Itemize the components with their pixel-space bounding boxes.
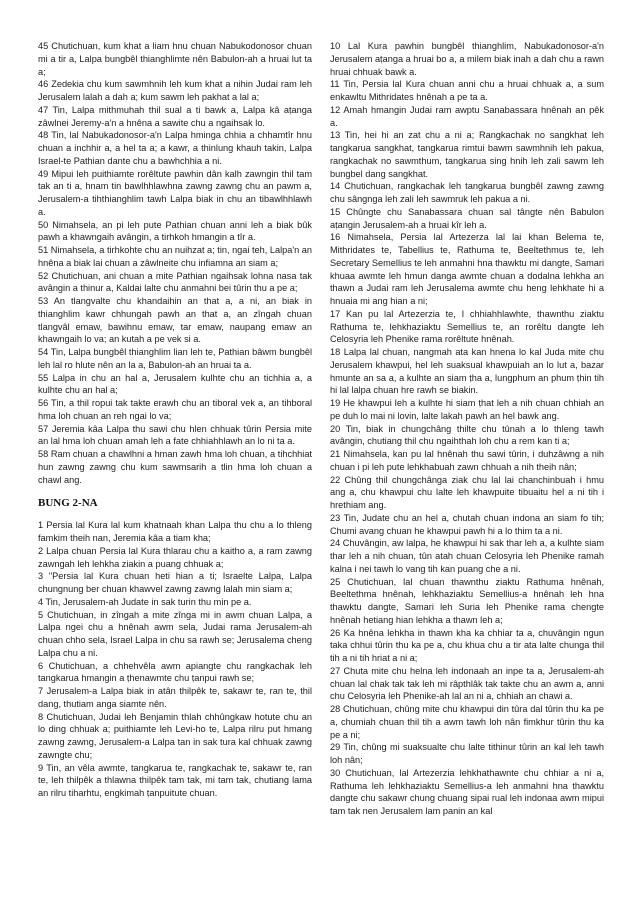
verse-paragraph: 10 Lal Kura pawhin bungbêl thianghlim, Nabukadonosor-a'n Jerusalem aṭanga a hruai bo a, a milem biak inah a dah chu a rawn hruai chhuak bawk a.: [330, 41, 604, 77]
verse-paragraph: 54 Tin, Lalpa bungbêl thianghlim lian leh te, Pathian bâwm bungbêl leh lal ro hlute nên an la a, Babulon-ah an hruai ta a.: [38, 347, 312, 370]
verse-list-top: [38, 40, 312, 486]
verse-paragraph: 48 Tin, lal Nabukadonosor-a'n Lalpa hminga chhia a chhamtîr hnu chuan a inchhir a, a hel ta a; a kawr, a thinlung khauh takin, Lalpa Israel-te Pathian dante chu a bawhchhia a ni.: [38, 130, 312, 166]
verse-paragraph: 50 Nimahsela, an pi leh pute Pathian chuan anni leh a biak bûk pawh a khawngaih avângin, a tirhkoh hmangin a tîr a.: [38, 219, 312, 243]
verse-paragraph: 16 Nimahsela, Persia lal Artezerza lal lai khan Belema te, Mithridates te, Tabellius te, Rathuma te, Beeltethmus te, leh Secretary Semellius te leh anmahni hna thawktu mi dangte, Samari khuaa awmte leh hmun danga awmte chuan a dodalna lehkha an thawn a Judai ram leh Jerusalema awmte chu heng lehkhate hi a hnuaia mi ang hian a ni;: [330, 232, 604, 306]
verse-paragraph: 28 Chutichuan, chûng mite chu khawpui din tûra dal tûrin thu ka pe a, chumiah chuan thil tih a awm tawh loh nân fimkhur tûrin thu ka pe a ni;: [330, 704, 604, 740]
verse-paragraph: 3 "Persia lal Kura chuan heti hian a ti; Israelte Lalpa, Lalpa chungnung ber chuan khawvel zawng zawng lalah min siam a;: [38, 571, 312, 594]
right-column: [330, 40, 604, 903]
verse-paragraph: 6 Chutichuan, a chhehvêla awm apiangte chu rangkachak leh tangkarua hmangin a ṭhenawmte chu ṭanpui rawh se;: [38, 660, 312, 684]
verse-paragraph: 47 Tin, Lalpa mithmuhah thil sual a ti bawk a, Lalpa kâ aṭanga zâwlnei Jeremy-a'n a hnêna a sawite chu a ngaihsak lo.: [38, 104, 312, 128]
verse-paragraph: 29 Tin, chûng mi suaksualte chu lalte tithinur tûrin an kal leh tawh loh nân;: [330, 742, 604, 765]
verse-paragraph: 24 Chuvângin, aw lalpa, he khawpui hi sak thar leh a, a kulhte siam thar leh a nih chuan, tûn atah chuan Celosyria leh Phenike ramah kalna i nei tawh lo vang tih kan puang che a ni.: [330, 538, 604, 574]
verse-paragraph: 8 Chutichuan, Judai leh Benjamin thlah chhûngkaw hotute chu an lo ding chhuak a; puithiamte leh Levi-ho te, Lalpa rilru put hmang zawng zawng, Jerusalem-a Lalpa tan in sak tura kal chhuak zawng zawngte chu;: [38, 711, 312, 760]
verse-paragraph: 27 Chuta mite chu helna leh indonaah an inpe ta a, Jerusalem-ah chuan lal chak tak tak leh mi râpthlâk tak takte chu an awm a, anni chu Celosyria leh Phenike-ah lal an ni a, chhiah an chawi a.: [330, 665, 604, 702]
verse-paragraph: 49 Mipui leh puithiamte rorêltute pawhin dân kalh zawngin thil tam tak an ti a, hnam tin bawlhhlawhna zawng zawng chu an pawm a, Jerusalem-a tihthianghlim tawh Lalpa biak in chu an tibawlhhlawh a.: [38, 168, 312, 217]
verse-paragraph: 22 Chûng thil chungchânga ziak chu lal lai chanchinbuah i hmu ang a, chu khawpui chu lalte leh khawpuite tibuaitu hel a ni tih i hrethiam ang.: [330, 474, 604, 510]
verse-paragraph: 20 Tin, biak in chungchâng thilte chu tûnah a lo thleng tawh avângin, chutiang thil chu ngaihthah loh chu a rem kan ti a;: [330, 423, 604, 447]
verse-list-right: [330, 40, 604, 818]
verse-paragraph: 17 Kan pu lal Artezerzia te, I chhiahhlawhte, thawnthu ziaktu Rathuma te, lehkhaziaktu Semellius te, an rorêltu dangte leh Celosyria leh Phenike rama rorêltute hnênah.: [330, 308, 604, 345]
left-column: [38, 40, 312, 903]
verse-paragraph: 15 Chûngte chu Sanabassara chuan sal tângte nên Babulon aṭangin Jerusalem-ah a hruai kîr leh a.: [330, 206, 604, 230]
verse-paragraph: 11 Tin, Persia lal Kura chuan anni chu a hruai chhuak a, a sum enkawltu Mithridates hnênah a pe ta a.: [330, 79, 604, 102]
verse-paragraph: 45 Chutichuan, kum khat a liam hnu chuan Nabukodonosor chuan mi a tir a, Lalpa bungbêl thianghlimte nên Babulon-ah a hruai lut ta a;: [38, 41, 312, 77]
verse-paragraph: 9 Tin, an vêla awmte, tangkarua te, rangkachak te, sakawr te, ran te, leh thilpêk a thlawna thilpêk tam tak, mi tam tak, chutiang lama an rilru tiharhtu, engkimah ṭanpuitute chuan.: [38, 762, 312, 798]
verse-paragraph: 52 Chutichuan, ani chuan a mite Pathian ngaihsak lohna nasa tak avângin a thinur a, Kaldai lalte chu anmahni bei tûrin thu a pe a;: [38, 270, 312, 294]
chapter-heading: BUNG 2-NA: [38, 497, 98, 510]
verse-paragraph: 1 Persia lal Kura lal kum khatnaah khan Lalpa thu chu a lo thleng famkim theih nan, Jeremia kâa a tiam kha;: [38, 520, 312, 543]
verse-list-bottom: [38, 519, 312, 800]
verse-paragraph: 56 Tin, a thil ropui tak takte erawh chu an tiboral vek a, an tihboral hma loh chuan an reh ngai lo va;: [38, 398, 312, 421]
verse-paragraph: 5 Chutichuan, in zîngah a mite zînga mi in awm chuan Lalpa, a Lalpa ngei chu a hnênah awm sela, Judai rama Jerusalem-ah chuan chho sela, Israel Lalpa in chu sa rawh se; Jerusalema cheng Lalpa chu a ni.: [38, 609, 312, 658]
verse-paragraph: 57 Jeremia kâa Lalpa thu sawi chu hlen chhuak tûrin Persia mite an lal hma loh chuan amah leh a fate chhiahhlawh an lo ni ta a.: [38, 423, 312, 447]
verse-paragraph: 14 Chutichuan, rangkachak leh tangkarua bungbêl zawng zawng chu sângnga leh zali leh sawmruk leh pakua a ni.: [330, 181, 604, 204]
verse-paragraph: 58 Ram chuan a chawlhni a hman zawh hma loh chuan, a tihchhiat hun zawng zawng chu kum sawmsarih a tlin hma loh chuan a chawl ang.: [38, 449, 312, 485]
verse-paragraph: 26 Ka hnêna lehkha in thawn kha ka chhiar ta a, chuvângin ngun taka chhui tûrin thu ka pe a, chu khua chu a tir ata lalte chunga thil tih a ni tih hriat a ni a;: [330, 627, 604, 663]
verse-paragraph: 12 Amah hmangin Judai ram awptu Sanabassara hnênah an pêk a.: [330, 104, 604, 128]
verse-paragraph: 46 Zedekia chu kum sawmhnih leh kum khat a nihin Judai ram leh Jerusalem lalah a dah a; kum sawm leh pakhat a lal a;: [38, 79, 312, 102]
verse-paragraph: 18 Lalpa lal chuan, nangmah ata kan hnena lo kal Juda mite chu Jerusalem khawpui, hel leh suaksual khawpuiah an lo lut a, bazar hmunte an sa a, a kulhte an siam ṭha a, lungphum an phum ṭhin tih hi lal lalpa chuan hre rawh se biakin.: [330, 347, 604, 396]
verse-paragraph: 23 Tin, Judate chu an hel a, chutah chuan indona an siam fo tih; Chumi avang chuan he khawpui pawh hi a lo thim ta a ni.: [330, 512, 604, 536]
verse-paragraph: 30 Chutichuan, lal Artezerzia lehkhathawnte chu chhiar a ni a, Rathuma leh lehkhaziaktu Semellius-a leh anmahni hna thawktu dangte chu sakawr chung chuang sipai rual leh indonaa awm mipui tam tak nen Jerusalem lam panin an kal: [330, 767, 604, 816]
verse-paragraph: 7 Jerusalem-a Lalpa biak in atân thilpêk te, sakawr te, ran te, thil dang, thutiam anga siamte nên.: [38, 686, 312, 709]
verse-paragraph: 55 Lalpa in chu an hal a, Jerusalem kulhte chu an tichhia a, a kulhte chu an hal a;: [38, 372, 312, 396]
verse-paragraph: 2 Lalpa chuan Persia lal Kura thlarau chu a kaitho a, a ram zawng zawngah leh lehkha ziakin a puang chhuak a;: [38, 545, 312, 569]
verse-paragraph: 21 Nimahsela, kan pu lal hnênah thu sawi tûrin, i duhzâwng a nih chuan i pi leh pute lehkhabuah zawn chhuah a nih theih nân;: [330, 449, 604, 472]
verse-paragraph: 51 Nimahsela, a tirhkohte chu an nuihzat a; tin, ngai teh, Lalpa'n an hnêna a biak lai chuan a zâwlneite chu infiamna an siam a;: [38, 245, 312, 268]
verse-paragraph: 4 Tin, Jerusalem-ah Judate in sak turin thu min pe a.: [38, 596, 252, 607]
verse-paragraph: 13 Tin, hei hi an zat chu a ni a; Rangkachak no sangkhat leh tangkarua sangkhat, tangkarua rimtui bawm sawmhnih leh pakua, rangkachak no sawmthum, tangkarua sing hnih leh zali sawm leh bungbel dang sangkhat.: [330, 130, 604, 179]
verse-paragraph: 53 An tlangvalte chu khandaihin an that a, a ni, an biak in thianghlim kawr chhungah pawh an that a, an zîngah chuan tlangvâl emaw, bawihnu emaw, tar emaw, naupang emaw an khawngaih lo va; an kutah a pe vek si a.: [38, 296, 312, 345]
verse-paragraph: 25 Chutichuan, lal chuan thawnthu ziaktu Rathuma hnênah, Beeltethma hnênah, lehkhaziaktu Semellius-a hnênah leh hna thawktu dangte, Samari leh Suria leh Phenike rama chengte hnênah hetiang hian lehkha a thawn leh a;: [330, 576, 604, 625]
verse-paragraph: 19 He khawpui leh a kulhte hi siam ṭhat leh a nih chuan chhiah an pe duh lo mai ni lovin, lalte lakah pawh an hel bawk ang.: [330, 398, 604, 421]
